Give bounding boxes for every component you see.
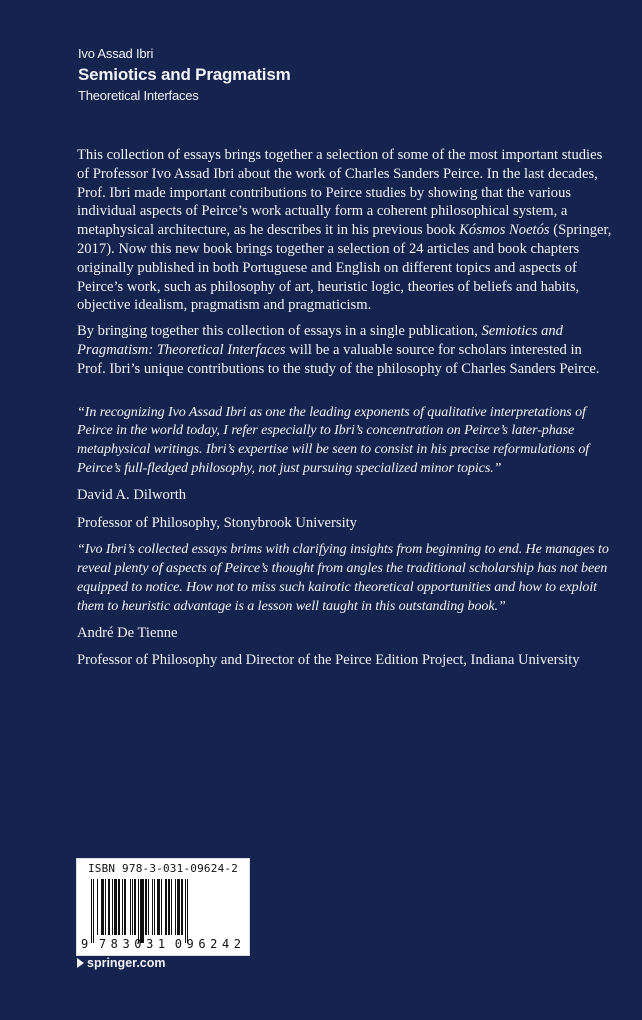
barcode-bar — [168, 879, 170, 935]
barcode-bar — [187, 879, 188, 943]
barcode-bar — [165, 879, 166, 935]
barcode-bar — [138, 879, 139, 943]
endorser-name-2: André De Tienne — [77, 624, 178, 641]
barcode-digit: 4 — [221, 937, 230, 951]
barcode-bar — [161, 879, 162, 935]
barcode-digit: 3 — [122, 937, 130, 951]
barcode-bar — [181, 879, 182, 935]
barcode-bar — [140, 879, 143, 943]
barcode-bar — [145, 879, 147, 935]
barcode-digit: 9 — [81, 937, 89, 951]
barcode-bar — [108, 879, 110, 935]
endorsement-quote-1: “In recognizing Ivo Assad Ibri as one the leading exponents of qualitative interpretations of Peirce in the world today, I refer especially to Ibri’s concentration on Peirce’s later-phase metaphysical writings. Ibri’s expertise will be seen to consist in his precise reformulations of Peirce’s full-fledged philosophy, not just pursuing specialized minor topics.” — [77, 403, 590, 476]
text-segment: will be a valuable source for scholars interested in Prof. Ibri’s unique contributions to the study of the philosophy of Charles Sanders Peirce. — [77, 341, 600, 377]
description-paragraph-2 — [77, 322, 614, 378]
endorser-affiliation-1: Professor of Philosophy, Stonybrook University — [77, 514, 357, 531]
description-paragraph-1 — [77, 146, 614, 315]
barcode-bar — [157, 879, 159, 935]
barcode-digit: 7 — [98, 937, 107, 951]
barcode-bar — [91, 879, 92, 943]
barcode-digit: 6 — [198, 937, 206, 951]
text-segment: (Springer, 2017). Now this new book brings together a selection of 24 articles and book chapters originally published in both Portuguese and English on different topics and aspects of Peirce’s work, such as philosophy of art, heuristic logic, theories of beliefs and habits, objective idealism, pragmatism and pragmaticism. — [77, 222, 612, 314]
barcode-bar — [97, 879, 98, 935]
play-triangle-icon — [77, 958, 84, 968]
barcode-bar — [154, 879, 155, 935]
barcode-bar — [105, 879, 106, 935]
barcode-digits — [81, 937, 247, 951]
isbn-label: ISBN 978-3-031-09624-2 — [87, 862, 239, 875]
barcode-digit: 3 — [146, 937, 154, 951]
barcode-digit: 0 — [134, 937, 142, 951]
barcode-digit: 9 — [186, 937, 194, 951]
text-segment: This collection of essays brings together a selection of some of the most important studies of Professor Ivo Assad Ibri about the work of Charles Sanders Peirce. In the last decades, Prof. Ibri made important contributions to Peirce studies by showing that the various individual aspects of Peirce’s work actually form a coherent philosophical system, a metaphysical architecture, as he describes it in his previous book — [77, 147, 603, 239]
previous-book-title: Kósmos Noetós — [459, 222, 550, 239]
barcode-bar — [118, 879, 119, 935]
barcode-digit: 8 — [110, 937, 118, 951]
book-title: Semiotics and Pragmatism — [78, 65, 291, 84]
book-title-italic: Semiotics and Pragmatism: Theoretical Interfaces — [77, 323, 563, 358]
barcode-bar — [124, 879, 126, 935]
barcode-bar — [152, 879, 153, 935]
barcode-bar — [101, 879, 103, 935]
barcode-bar — [93, 879, 94, 943]
barcode-bar — [148, 879, 149, 935]
barcode-bars — [91, 879, 243, 937]
barcode-digit: 2 — [210, 937, 218, 951]
book-subtitle: Theoretical Interfaces — [78, 88, 199, 103]
isbn-barcode — [76, 858, 250, 956]
barcode-bar — [130, 879, 131, 935]
barcode-bar — [134, 879, 135, 935]
endorser-affiliation-2: Professor of Philosophy and Director of the Peirce Edition Project, Indiana University — [77, 652, 580, 669]
endorsement-quote-2: “Ivo Ibri’s collected essays brims with clarifying insights from beginning to end. He manages to reveal plenty of aspects of Peirce’s thought from angles the traditional scholarship has not been equipped to notice. How not to miss such kairotic theoretical opportunities and how to exploit them to heuristic advantage is a lesson well taught in this outstanding book.” — [77, 541, 609, 614]
text-segment: By bringing together this collection of essays in a single publication, — [77, 323, 482, 340]
book-author: Ivo Assad Ibri — [78, 46, 154, 61]
back-cover-text — [77, 146, 614, 670]
barcode-digit: 2 — [233, 937, 241, 951]
barcode-bar — [122, 879, 123, 935]
barcode-bar — [185, 879, 186, 943]
barcode-bar — [132, 879, 133, 935]
barcode-bar — [114, 879, 117, 935]
cover-header — [78, 46, 291, 104]
barcode-bar — [171, 879, 172, 935]
publisher-url[interactable]: springer.com — [87, 956, 166, 970]
barcode-bar — [175, 879, 176, 935]
barcode-digit: 1 — [157, 937, 166, 951]
barcode-bar — [112, 879, 113, 935]
endorser-name-1: David A. Dilworth — [77, 486, 187, 503]
publisher-link[interactable] — [77, 956, 166, 970]
barcode-digit: 0 — [174, 937, 182, 951]
barcode-bar — [177, 879, 180, 935]
